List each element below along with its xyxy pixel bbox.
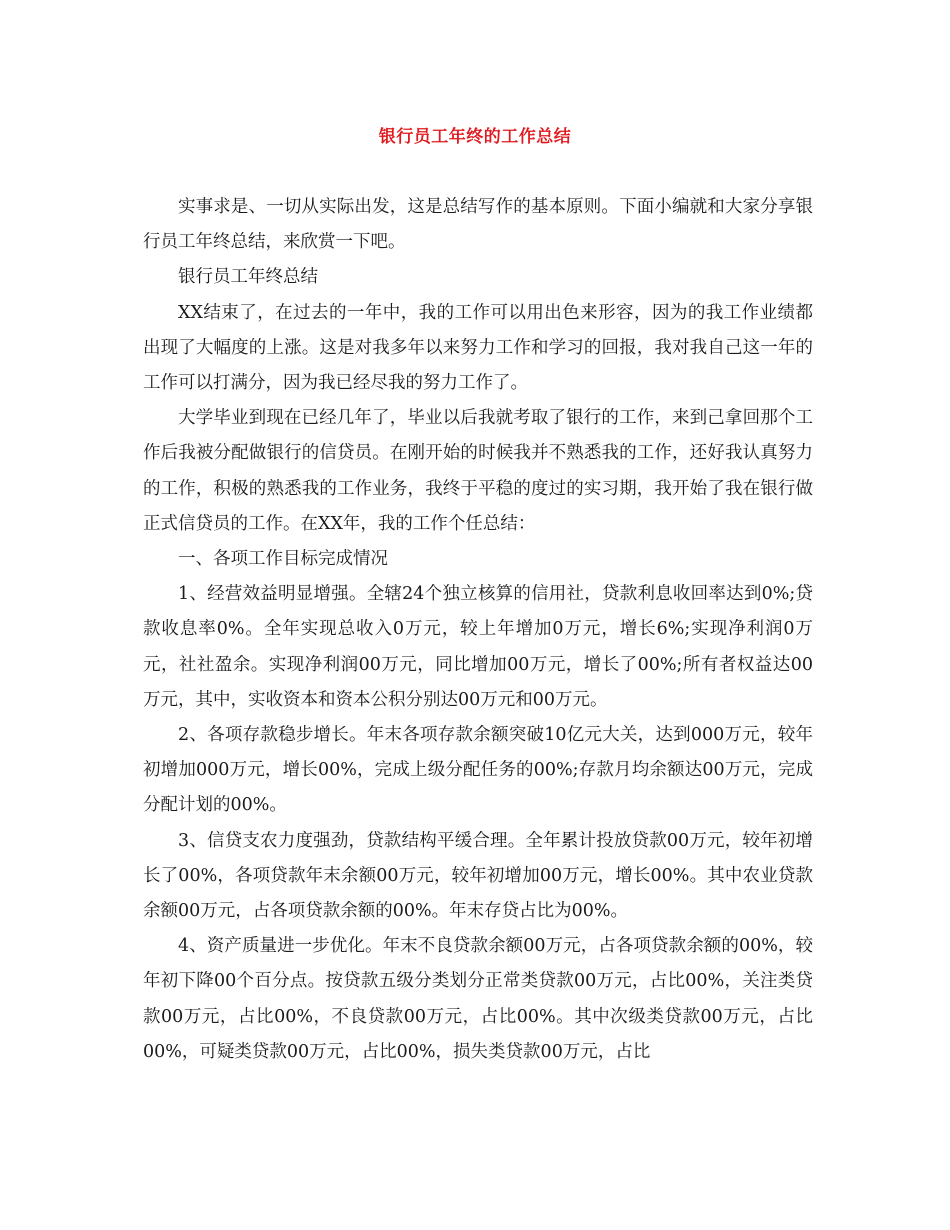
document-body [143, 190, 813, 1070]
intro-paragraph: 实事求是、一切从实际出发，这是总结写作的基本原则。下面小编就和大家分享银行员工年终总结，来欣赏一下吧。 [143, 197, 813, 253]
list-item-paragraph: 1、经营效益明显增强。全辖24个独立核算的信用社，贷款利息收回率达到0%;贷款收息率0%。全年实现总收入0万元，较上年增加0万元，增长6%;实现净利润0万元，社社盈余。实现净利润00万元，同比增加00万元，增长了00%;所有者权益达00万元，其中，实收资本和资本公积分别达00万元和00万元。 [143, 584, 813, 710]
body-paragraph: 大学毕业到现在已经几年了，毕业以后我就考取了银行的工作，来到己拿回那个工作后我被分配做银行的信贷员。在刚开始的时候我并不熟悉我的工作，还好我认真努力的工作，积极的熟悉我的工作业务，我终于平稳的度过的实习期，我开始了我在银行做正式信贷员的工作。在XX年，我的工作个任总结： [143, 408, 813, 534]
document-title: 银行员工年终的工作总结 [378, 127, 572, 147]
list-item-paragraph: 3、信贷支农力度强劲，贷款结构平缓合理。全年累计投放贷款00万元，较年初增长了00%，各项贷款年末余额00万元，较年初增加00万元，增长00%。其中农业贷款余额00万元，占各项贷款余额的00%。年末存贷占比为00%。 [143, 830, 813, 922]
section-heading: 银行员工年终总结 [178, 267, 318, 288]
list-item-paragraph: 4、资产质量进一步优化。年末不良贷款余额00万元，占各项贷款余额的00%，较年初下降00个百分点。按贷款五级分类划分正常类贷款00万元，占比00%，关注类贷款00万元，占比00%，不良贷款00万元，占比00%。其中次级类贷款00万元，占比00%，可疑类贷款00万元，占比00%，损失类贷款00万元，占比 [143, 936, 813, 1062]
body-paragraph: XX结束了，在过去的一年中，我的工作可以用出色来形容，因为的我工作业绩都出现了大幅度的上涨。这是对我多年以来努力工作和学习的回报，我对我自己这一年的工作可以打满分，因为我已经尽我的努力工作了。 [143, 302, 813, 394]
subsection-heading: 一、各项工作目标完成情况 [178, 549, 388, 570]
list-item-paragraph: 2、各项存款稳步增长。年末各项存款余额突破10亿元大关，达到000万元，较年初增加000万元，增长00%，完成上级分配任务的00%;存款月均余额达00万元，完成分配计划的00%。 [143, 725, 813, 816]
